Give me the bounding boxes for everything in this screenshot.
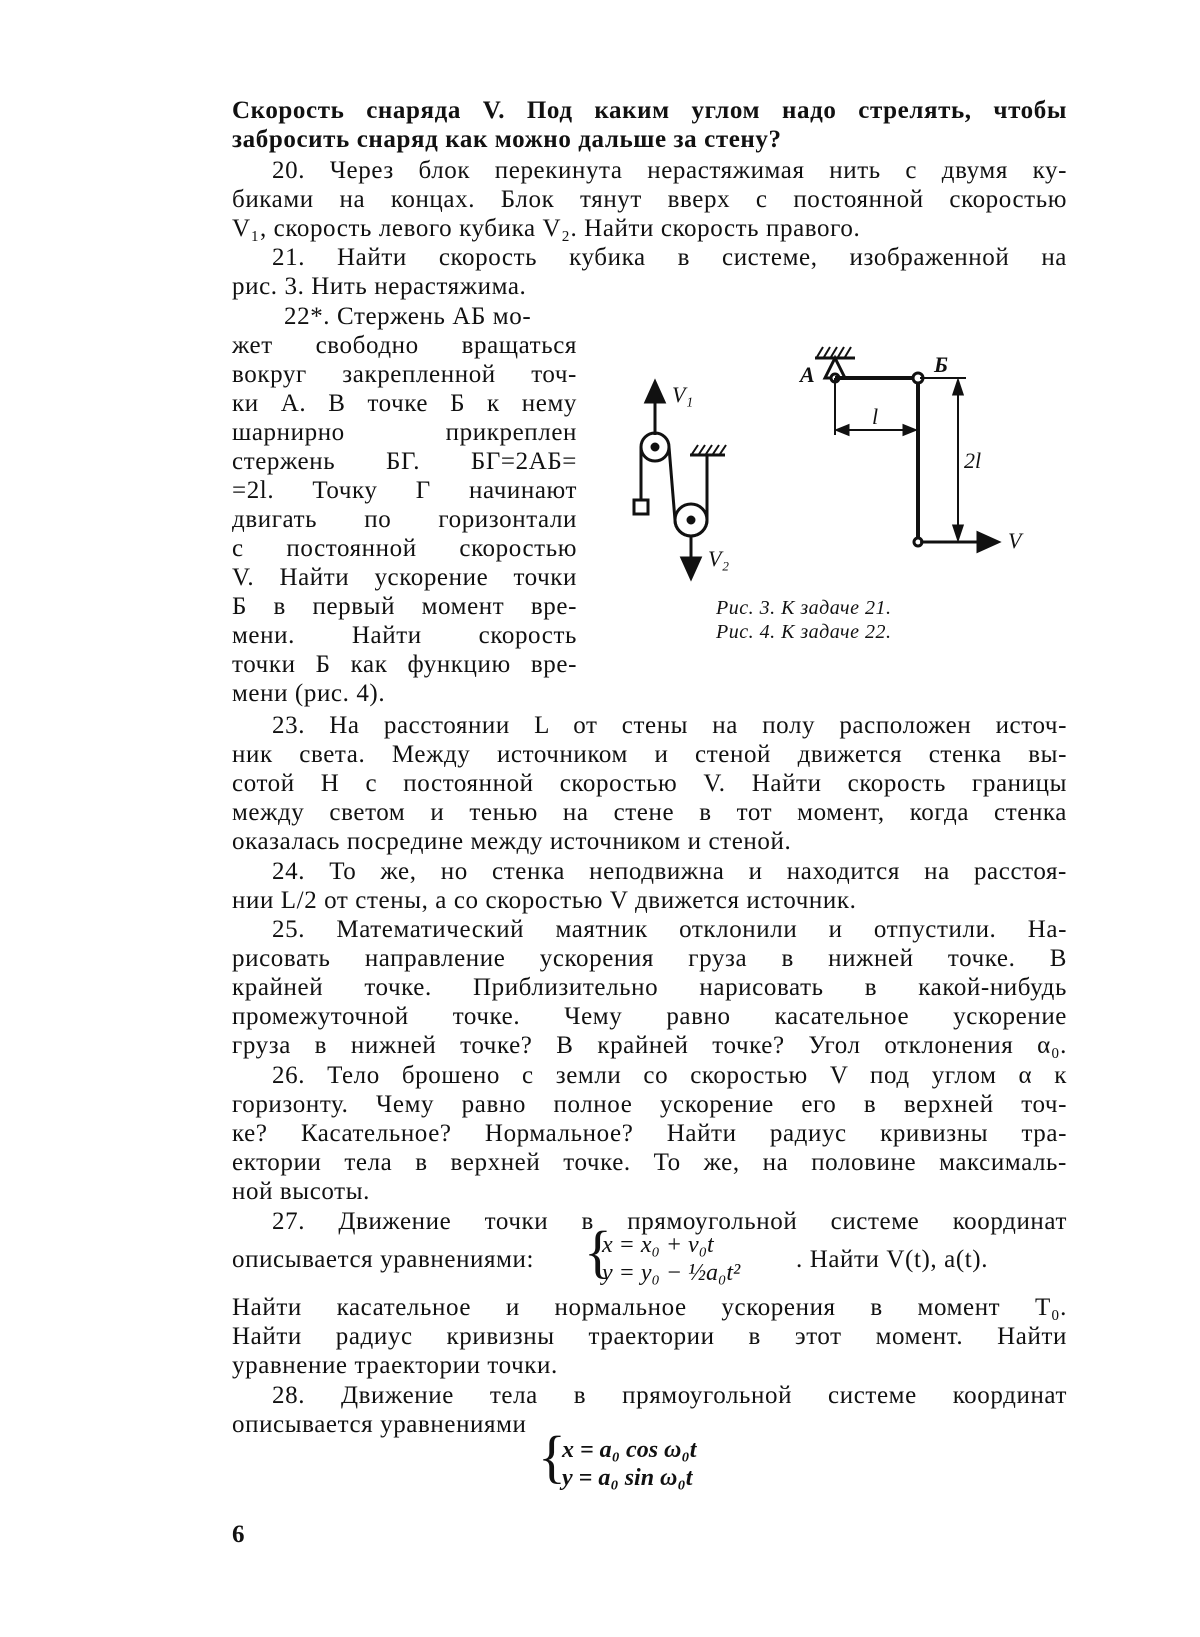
equation-y: y = y₀ − ½a₀t² [602,1260,741,1286]
text-line: шарнирно прикреплен [232,419,577,446]
v-arrow-head [978,533,998,551]
text-line: ки А. В точке Б к нему [232,390,577,417]
text-line: вокруг закрепленной точ- [232,361,577,388]
text-line: Найти касательное и нормальное ускорения в момент T₀. [232,1294,1067,1321]
text-line: груза в нижней точке? В крайней точке? Угол отклонения α₀. [232,1032,1067,1059]
problem-23: 23. На расстоянии L от стены на полу расположен источ- [272,712,1067,739]
text-line: ник света. Между источником и стеной движется стенка вы- [232,741,1067,768]
text-line: горизонту. Чему равно полное ускорение его в верхней точ- [232,1091,1067,1118]
text-line: двигать по горизонтали [232,506,577,533]
text-line: ектории тела в верхней точке. То же, на половине максималь- [232,1149,1067,1176]
label-a: А [800,362,815,387]
problem-22: 22*. Стержень АБ мо- [284,303,532,330]
label-v: V [1008,528,1022,553]
equation-x: x = a₀ cos ω₀t [562,1437,697,1463]
problem-27: 27. Движение точки в прямоугольной системе координат [272,1208,1067,1235]
text-line: мени (рис. 4). [232,680,386,707]
text-line: стержень БГ. БГ=2АБ= [232,448,577,475]
label-b: Б [934,352,948,377]
text-line: забросить снаряд как можно дальше за стену? [232,126,782,153]
text-line: Б в первый момент вре- [232,593,577,620]
text-line: рис. 3. Нить нерастяжима. [232,273,527,300]
text-line: ке? Касательное? Нормальное? Найти радиус кривизны тра- [232,1120,1067,1147]
problem-25: 25. Математический маятник отклонили и отпустили. На- [272,916,1067,943]
equation-brace: { [538,1424,566,1489]
problem-20: 20. Через блок перекинута нерастяжимая нить с двумя ку- [272,157,1067,184]
caption-fig3: Рис. 3. К задаче 21. [716,597,892,619]
text-line: рисовать направление ускорения груза в нижней точке. В [232,945,1067,972]
text-line: мени. Найти скорость [232,622,577,649]
equation-brace: { [584,1219,612,1284]
text-line: описывается уравнениями [232,1411,527,1438]
problem-28: 28. Движение тела в прямоугольной системе координат [272,1382,1067,1409]
left-cube [634,500,648,514]
problem-26: 26. Тело брошено с земли со скоростью V под углом α к [272,1062,1067,1089]
text-line: . Найти V(t), a(t). [796,1246,989,1273]
text-line: уравнение траектории точки. [232,1352,558,1379]
text-line: промежуточной точке. Чему равно касательное ускорение [232,1003,1067,1030]
v2-arrow-head [682,558,700,578]
text-line: с постоянной скоростью [232,535,577,562]
figures-3-4 [620,330,1040,590]
text-line: точки Б как функцию вре- [232,651,577,678]
text-line: сотой H с постоянной скоростью V. Найти скорость границы [232,770,1067,797]
v1-arrow-head [646,382,664,402]
text-line: биками на концах. Блок тянут вверх с постоянной скоростью [232,186,1067,213]
text-line: =2l. Точку Г начинают [232,477,577,504]
text-line: оказалась посредине между источником и стеной. [232,828,792,855]
problem-21: 21. Найти скорость кубика в системе, изображенной на [272,244,1067,271]
text-line: описывается уравнениями: [232,1246,535,1273]
equation-y: y = a₀ sin ω₀t [562,1465,693,1491]
text-line: жет свободно вращаться [232,332,577,359]
text-line: между светом и тенью на стене в тот момент, когда стенка [232,799,1067,826]
problem-24: 24. То же, но стенка неподвижна и находится на расстоя- [272,858,1067,885]
label-v2: V₂ [708,546,730,571]
label-2l: 2l [964,448,982,473]
equation-x: x = x₀ + v₀t [602,1232,714,1258]
text-line: Скорость снаряда V. Под каким углом надо стрелять, чтобы [232,97,1067,124]
label-l: l [872,404,879,429]
text-line: Найти радиус кривизны траектории в этот момент. Найти [232,1323,1067,1350]
page-number: 6 [232,1521,246,1548]
text-line: V. Найти ускорение точки [232,564,577,591]
text-line: ной высоты. [232,1178,370,1205]
text-line: нии L/2 от стены, а со скоростью V движется источник. [232,887,857,914]
caption-fig4: Рис. 4. К задаче 22. [716,621,892,643]
label-v1: V₁ [672,382,694,407]
text-line: крайней точке. Приблизительно нарисовать в какой-нибудь [232,974,1067,1001]
text-line: V₁, скорость левого кубика V₂. Найти скорость правого. [232,215,861,242]
